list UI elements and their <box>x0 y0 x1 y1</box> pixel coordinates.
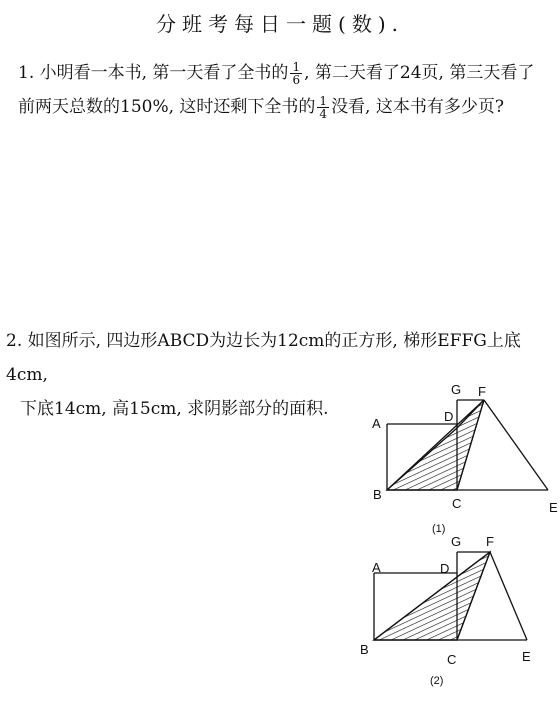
fig2-label-c: C <box>447 652 457 667</box>
fig2-label-f: F <box>486 534 494 549</box>
page-title: 分班考每日一题(数). <box>156 12 404 36</box>
fig1-label-c: C <box>452 496 462 511</box>
fig1-label-b: B <box>373 487 382 502</box>
fig2-label-g: G <box>451 534 462 549</box>
figure-1 <box>387 400 548 490</box>
fig1-caption: (1) <box>432 523 446 535</box>
fig1-label-d: D <box>444 409 454 424</box>
fig2-caption: (2) <box>430 675 444 687</box>
fig1-label-g: G <box>451 382 462 397</box>
fraction-one-sixth: $\frac{1}{6}$ <box>292 60 301 87</box>
fig1-label-a: A <box>372 416 381 431</box>
fig1-fe-line <box>484 400 548 490</box>
fig2-label-a: A <box>372 560 381 575</box>
fig2-label-d: D <box>440 561 450 576</box>
fig1-label-e: E <box>549 500 558 515</box>
q1-text-end: 没看, 这本书有多少页? <box>331 97 504 117</box>
fig2-label-e: E <box>522 649 531 664</box>
q1-text-before: 1. 小明看一本书, 第一天看了全书的 <box>18 63 289 83</box>
fig1-label-f: F <box>478 384 486 399</box>
fig2-label-b: B <box>360 642 369 657</box>
fraction-one-fourth: $\frac{1}{4}$ <box>319 94 328 121</box>
figure-2 <box>374 552 527 640</box>
q1-text-after: , 第二天看了24页, 第三天看了前两天总数的150%, 这时还剩下全书的 <box>18 63 535 117</box>
q2-line-2: 下底14cm, 高15cm, 求阴影部分的面积. <box>20 399 329 419</box>
fig2-fe-line <box>490 552 527 640</box>
q2-line-1: 2. 如图所示, 四边形ABCD为边长为12cm的正方形, 梯形EFFG上底4cm, <box>6 331 521 385</box>
